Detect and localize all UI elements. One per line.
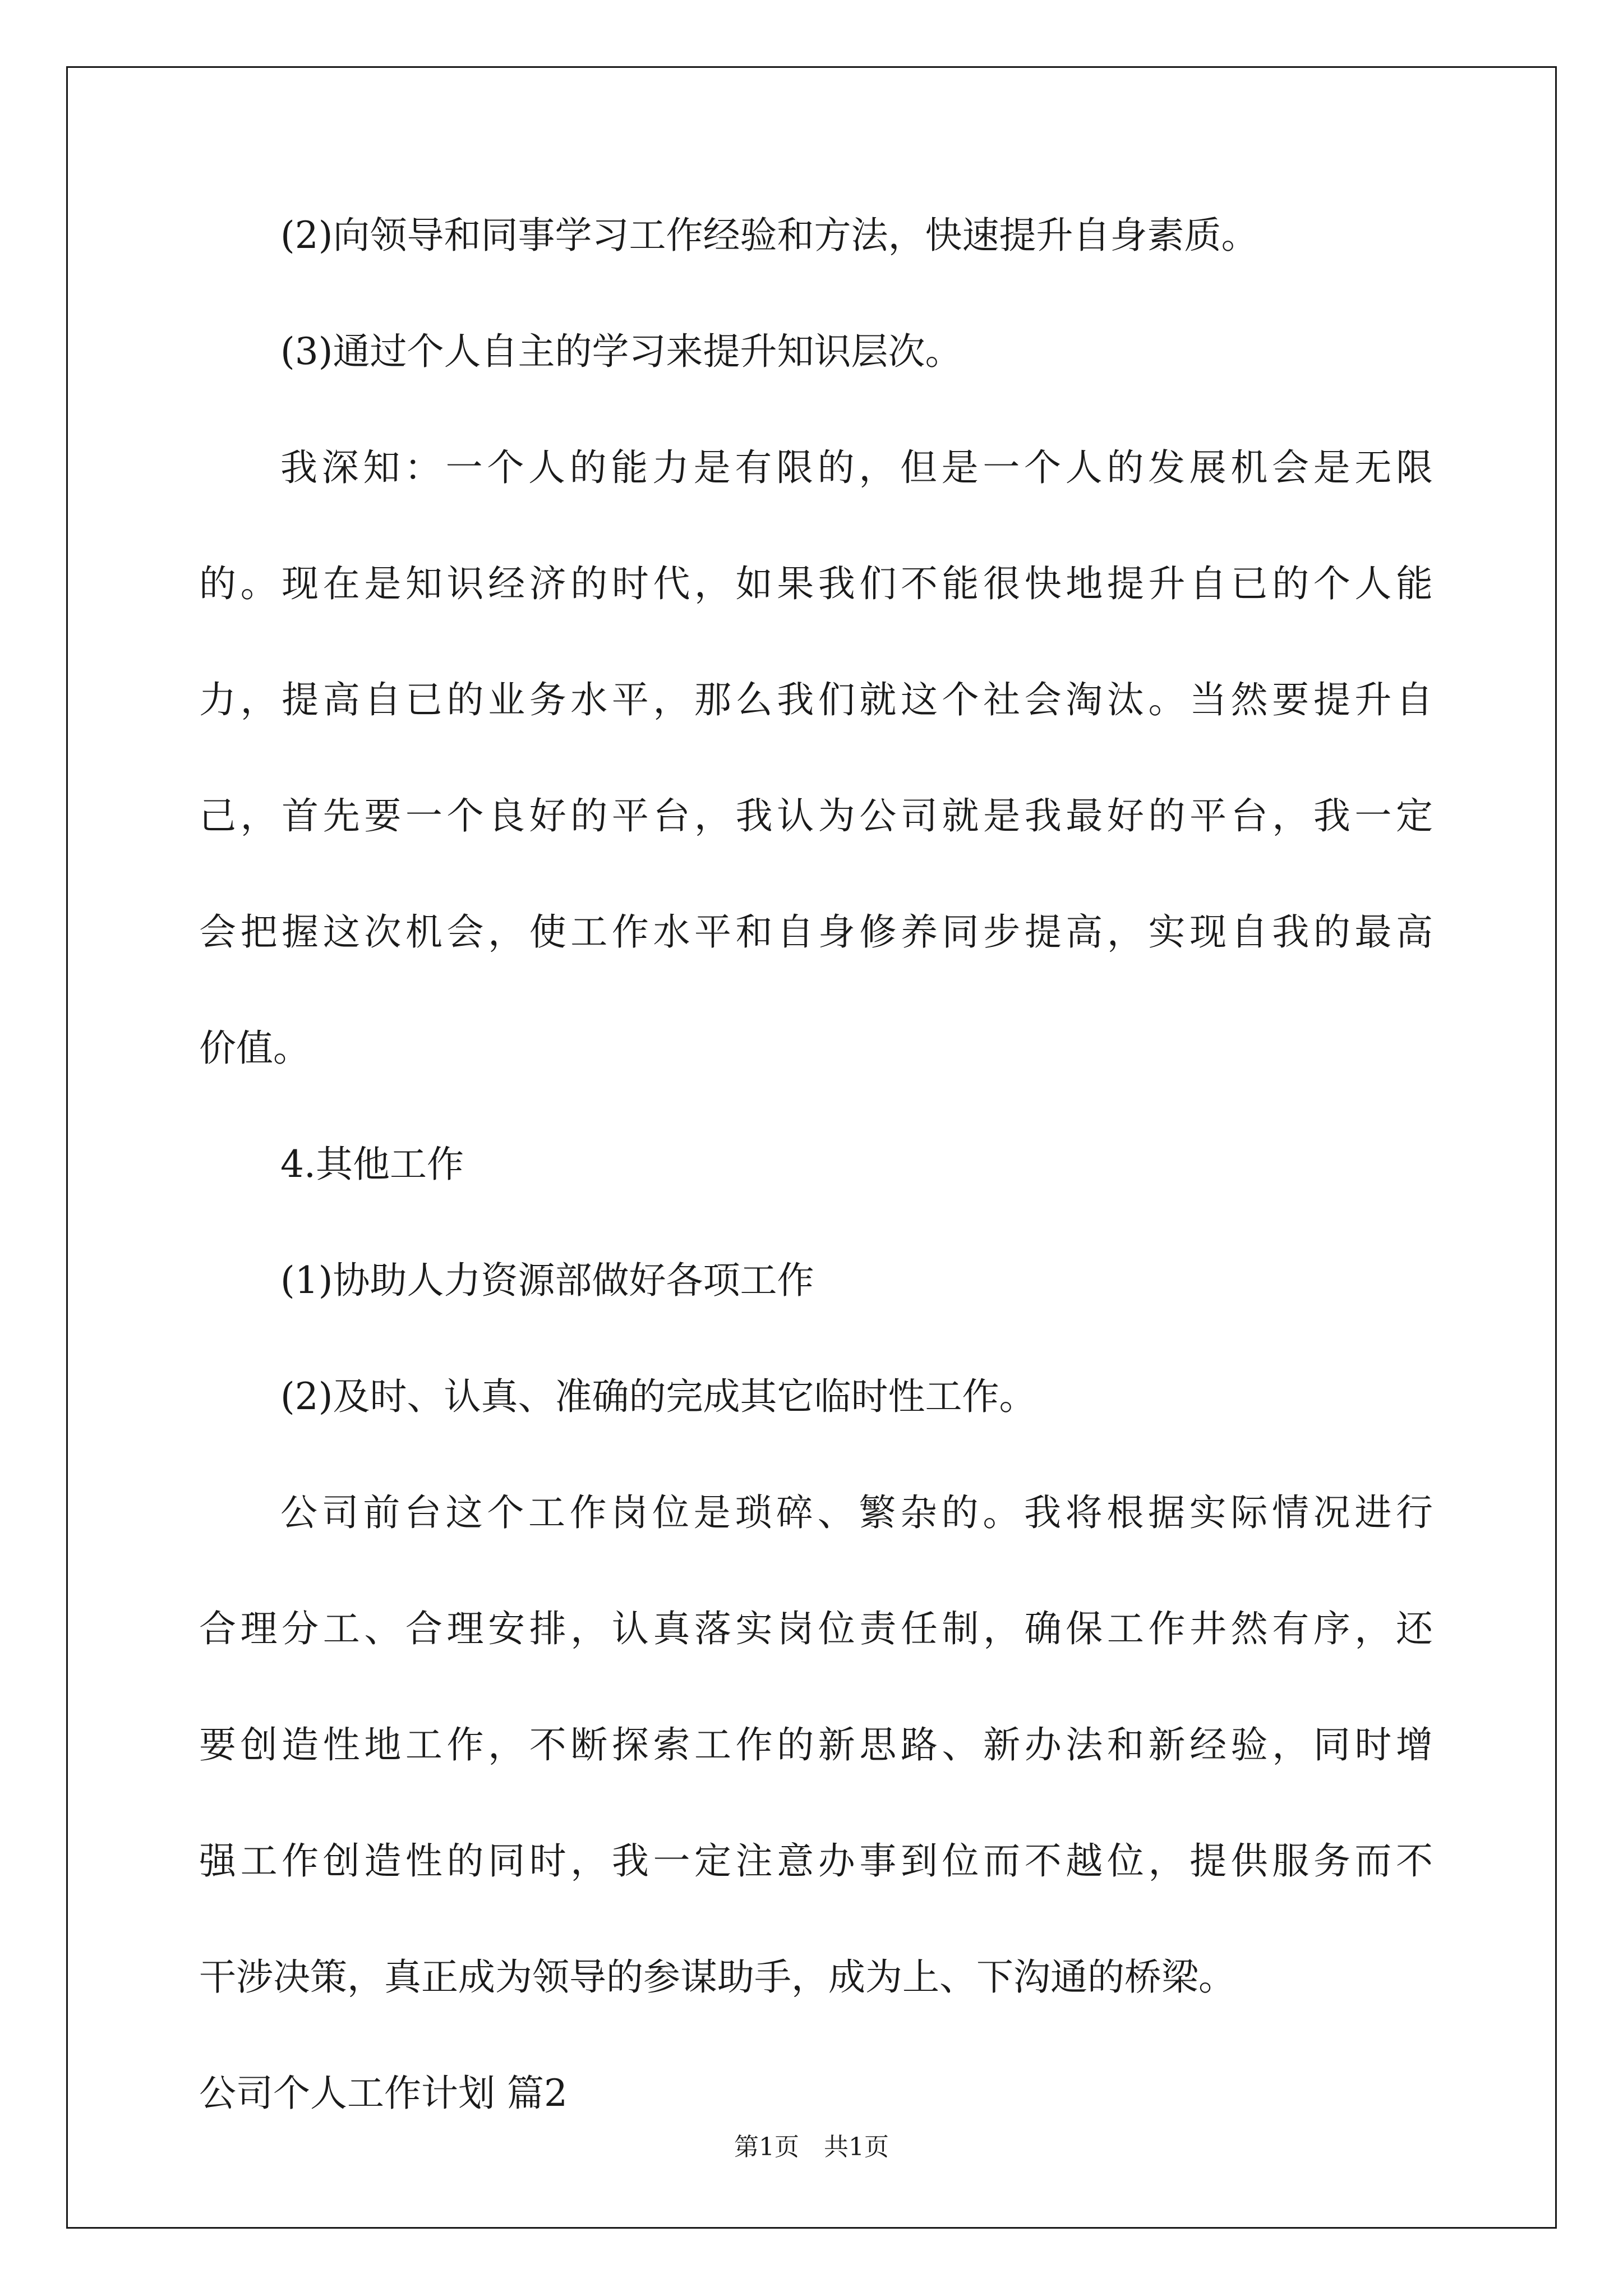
text-line: 要创造性地工作，不断探索工作的新思路、新办法和新经验，同时增 (199, 1723, 1433, 1766)
text-line: 我深知：一个人的能力是有限的，但是一个人的发展机会是无限 (280, 446, 1433, 489)
text-line: (2)及时、认真、准确的完成其它临时性工作。 (280, 1375, 1036, 1418)
text-line: (3)通过个人自主的学习来提升知识层次。 (280, 330, 962, 373)
text-line: 力，提高自已的业务水平，那么我们就这个社会淘汰。当然要提升自 (199, 678, 1433, 721)
section-title: 公司个人工作计划 篇2 (199, 2072, 568, 2115)
text-line: 价值。 (199, 1027, 310, 1070)
section-heading: 4.其他工作 (280, 1143, 464, 1186)
text-line: 会把握这次机会，使工作水平和自身修养同步提高，实现自我的最高 (199, 910, 1433, 954)
text-line: 合理分工、合理安排，认真落实岗位责任制，确保工作井然有序，还 (199, 1607, 1433, 1650)
text-line: (1)协助人力资源部做好各项工作 (280, 1259, 814, 1302)
text-line: (2)向领导和同事学习工作经验和方法，快速提升自身素质。 (280, 214, 1258, 257)
text-line: 强工作创造性的同时，我一定注意办事到位而不越位，提供服务而不 (199, 1839, 1433, 1883)
text-line: 己，首先要一个良好的平台，我认为公司就是我最好的平台，我一定 (199, 794, 1433, 838)
text-line: 公司前台这个工作岗位是琐碎、繁杂的。我将根据实际情况进行 (280, 1491, 1433, 1534)
page-number-footer: 第1页 共1页 (734, 2133, 889, 2161)
text-line: 干涉决策，真正成为领导的参谋助手，成为上、下沟通的桥梁。 (199, 1955, 1235, 1999)
text-line: 的。现在是知识经济的时代，如果我们不能很快地提升自已的个人能 (199, 562, 1433, 605)
